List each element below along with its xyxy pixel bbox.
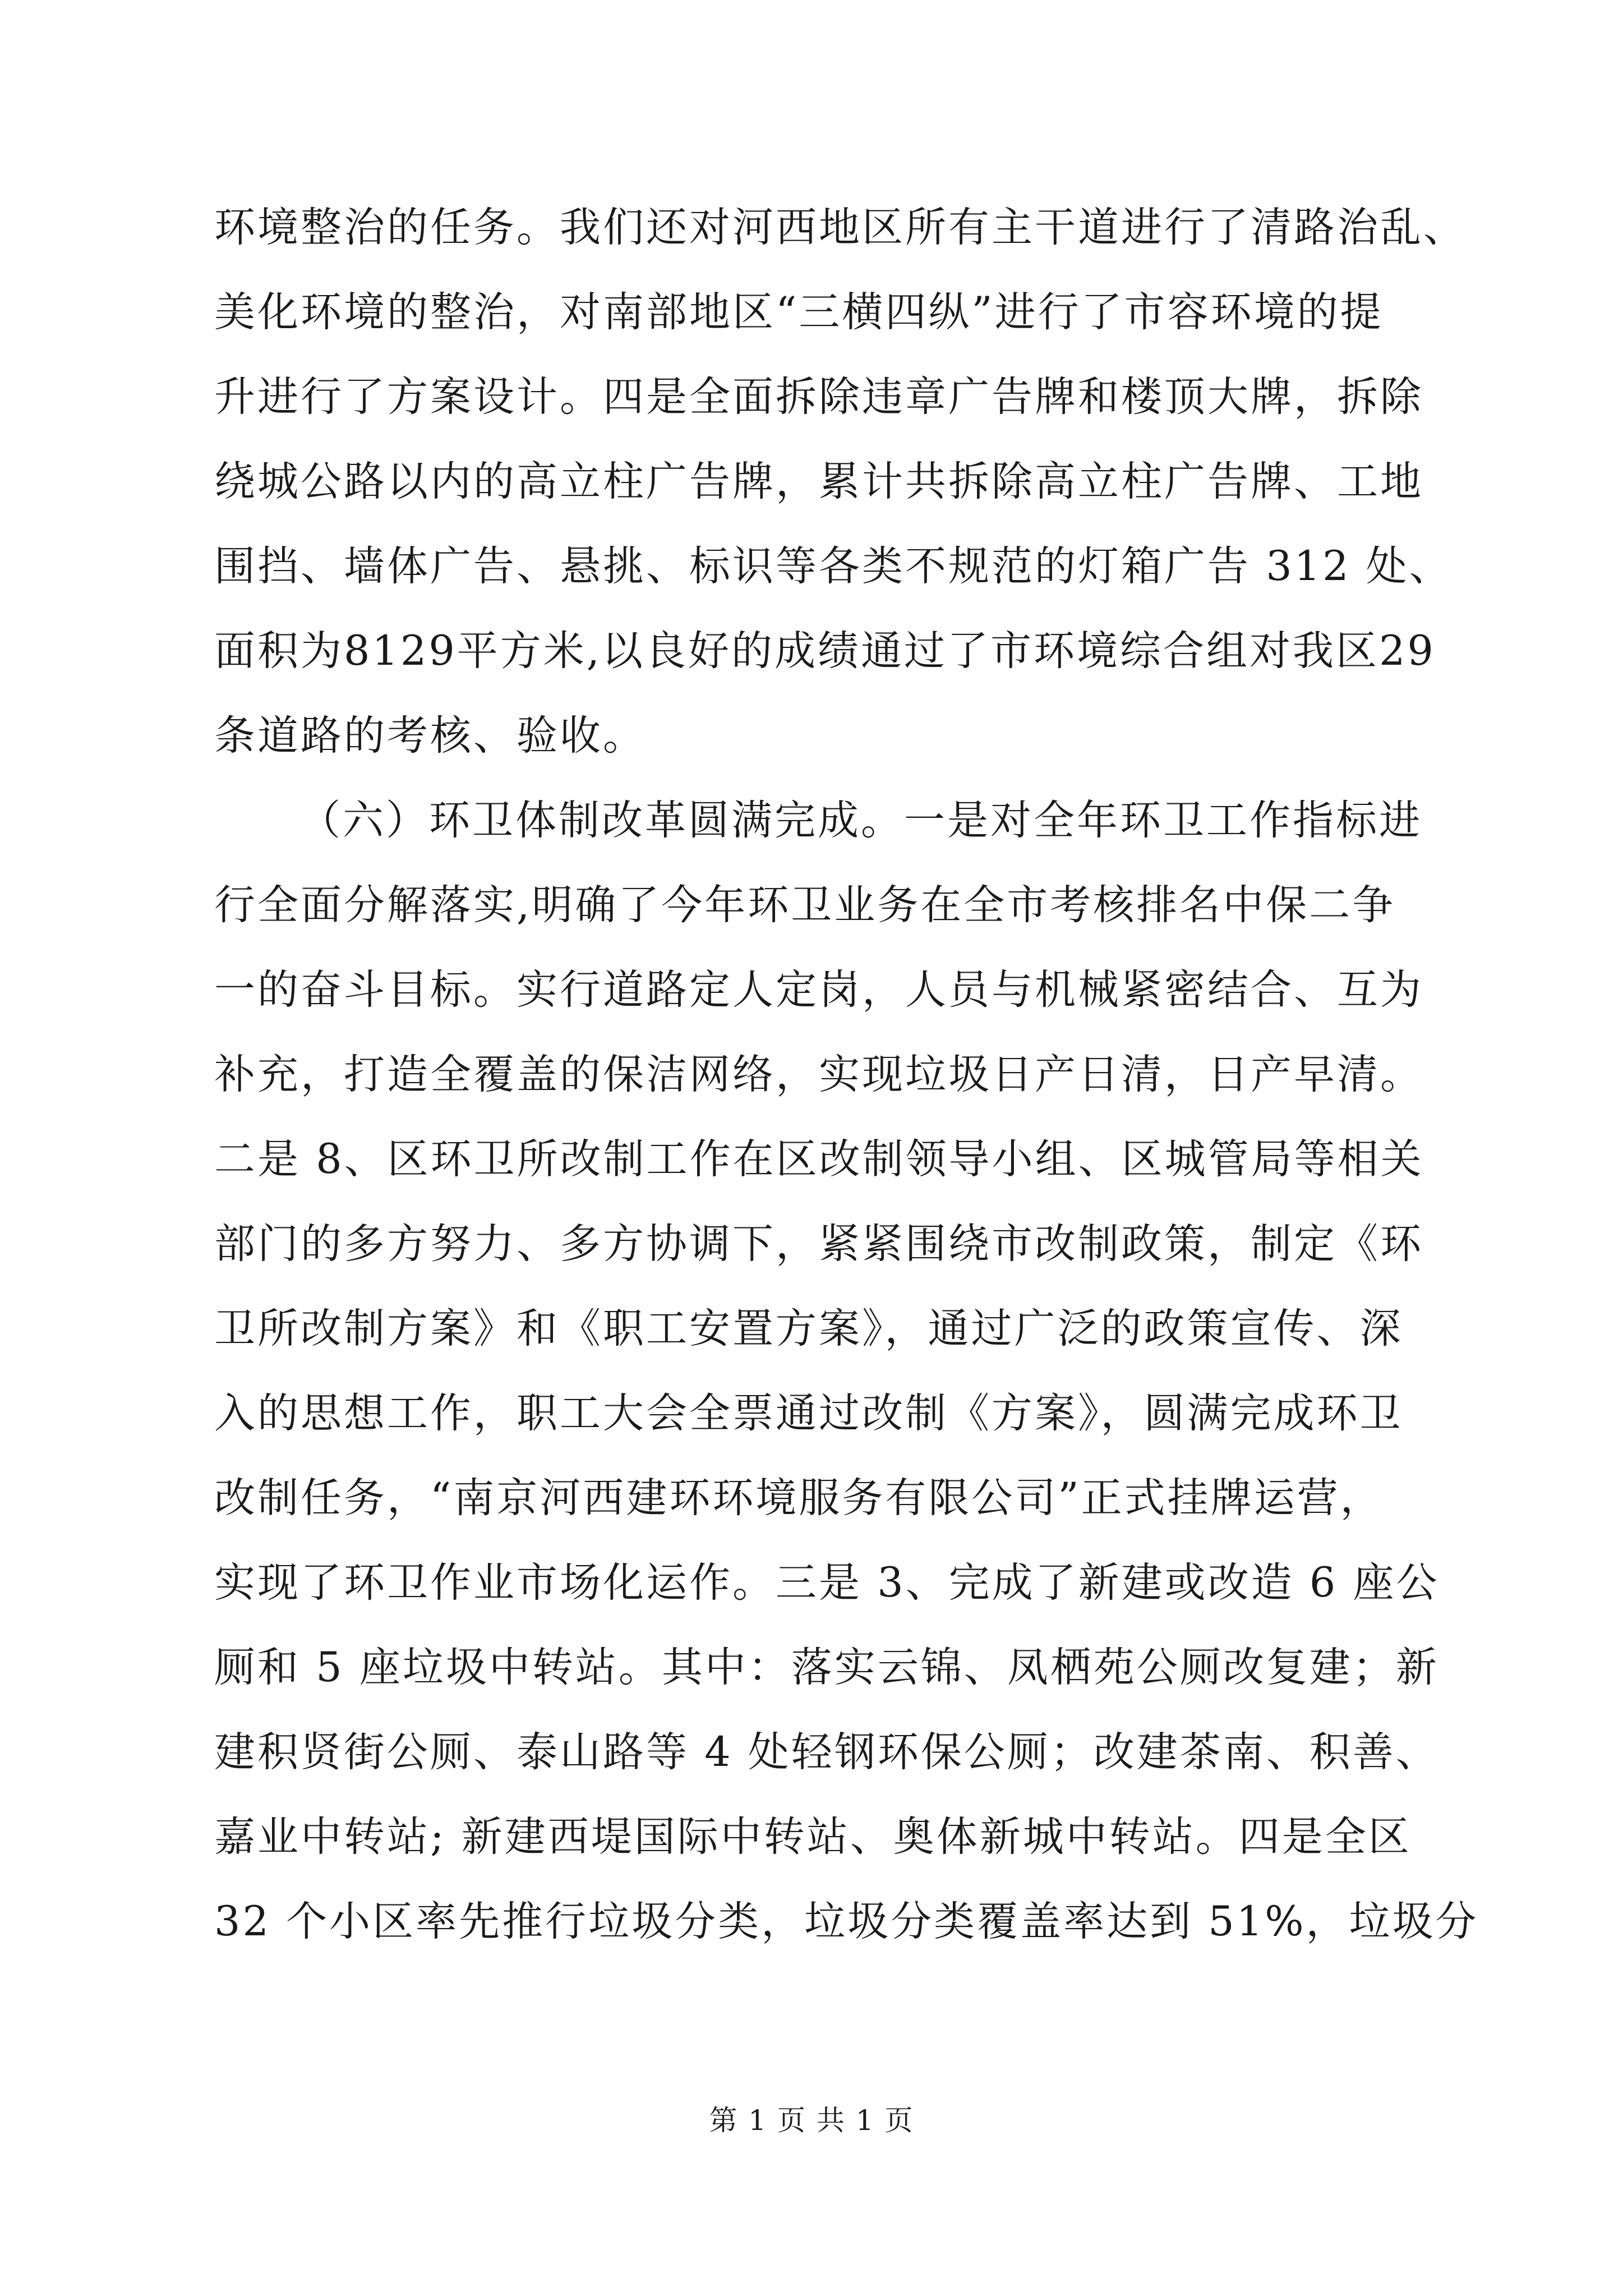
paragraph-heading-line: （六）环卫体制改革圆满完成。一是对全年环卫工作指标进: [299, 797, 1422, 844]
text-line: 围挡、墙体广告、悬挑、标识等各类不规范的灯箱广告 312 处、: [214, 542, 1453, 590]
text-line: 补充，打造全覆盖的保洁网络，实现垃圾日产日清，日产早清。: [214, 1051, 1423, 1098]
text-line: 卫所改制方案》和《职工安置方案》，通过广泛的政策宣传、深: [214, 1305, 1403, 1352]
text-line: 升进行了方案设计。四是全面拆除违章广告牌和楼顶大牌，拆除: [214, 373, 1423, 421]
body-text: [214, 185, 1479, 1964]
page-number-label: 第 1 页 共 1 页: [709, 2104, 914, 2137]
text-line: 行全面分解落实,明确了今年环卫业务在全市考核排名中保二争: [214, 881, 1396, 929]
text-line: 入的思想工作，职工大会全票通过改制《方案》，圆满完成环卫: [214, 1389, 1403, 1437]
text-line: 二是 8、区环卫所改制工作在区改制领导小组、区城管局等相关: [214, 1135, 1424, 1183]
text-line: 条道路的考核、验收。: [214, 712, 646, 760]
text-line: 一的奋斗目标。实行道路定人定岗，人员与机械紧密结合、互为: [214, 966, 1423, 1014]
text-line: 美化环境的整治，对南部地区“三横四纵”进行了市容环境的提: [214, 288, 1384, 336]
text-line: 环境整治的任务。我们还对河西地区所有主干道进行了清路治乱、: [214, 204, 1467, 251]
text-line: 嘉业中转站; 新建西堤国际中转站、奥体新城中转站。四是全区: [214, 1813, 1412, 1861]
text-line: 改制任务，“南京河西建环环境服务有限公司”正式挂牌运营，: [214, 1474, 1384, 1522]
text-line: 实现了环卫作业市场化运作。三是 3、完成了新建或改造 6 座公: [214, 1559, 1440, 1607]
text-line: 建积贤街公厕、泰山路等 4 处轻钢环保公厕；改建茶南、积善、: [214, 1728, 1439, 1776]
text-line: 厕和 5 座垃圾中转站。其中：落实云锦、凤栖苑公厕改复建；新: [214, 1644, 1439, 1691]
text-line: 部门的多方努力、多方协调下，紧紧围绕市改制政策，制定《环: [214, 1220, 1423, 1268]
text-line: 32 个小区率先推行垃圾分类，垃圾分类覆盖率达到 51%，垃圾分: [214, 1898, 1479, 1945]
text-line: 绕城公路以内的高立柱广告牌，累计共拆除高立柱广告牌、工地: [214, 458, 1423, 505]
text-line: 面积为8129平方米,以良好的成绩通过了市环境综合组对我区29: [214, 627, 1436, 675]
page-footer: [0, 2101, 1623, 2140]
